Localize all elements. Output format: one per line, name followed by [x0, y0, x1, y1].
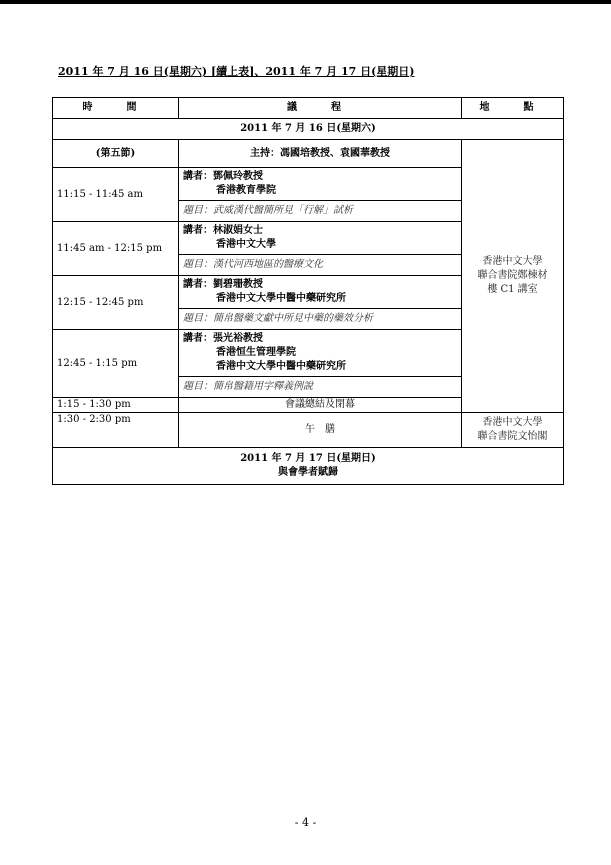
talk-topic: 題目：簡帛醫藥文獻中所見中藥的藥效分析: [179, 309, 462, 330]
talk-time: 12:15 - 12:45 pm: [53, 276, 179, 330]
talk-topic: 題目：漢代河西地區的醫療文化: [179, 255, 462, 276]
day2-cell: [53, 448, 564, 485]
venue-main-line: 香港中文大學: [482, 256, 543, 267]
lunch-venue-line: 香港中文大學: [482, 417, 543, 428]
speaker-name: 講者：林淑娟女士: [183, 225, 263, 236]
closing-label: 會議總結及閉幕: [179, 398, 462, 413]
speaker-affiliation: 香港中文大學中醫中藥研究所: [216, 293, 346, 304]
talk-time: 12:45 - 1:15 pm: [53, 330, 179, 398]
top-border: [0, 0, 611, 4]
session-label: (第五節): [53, 140, 179, 168]
speaker-affiliation: 香港恒生管理學院: [216, 347, 296, 358]
closing-time: 1:15 - 1:30 pm: [53, 398, 179, 413]
page-number: - 4 -: [294, 816, 317, 829]
page-heading: 2011 年 7 月 16 日(星期六) [續上表]、2011 年 7 月 17 日(星期日): [58, 65, 415, 78]
header-agenda: 議 程: [179, 98, 462, 119]
speaker-name: 講者：鄧佩玲教授: [183, 171, 263, 182]
venue-main-line: 樓 C1 講室: [487, 284, 538, 295]
session-chairs: 主持：馮國培教授、袁國華教授: [179, 140, 462, 168]
day2-label: 與會學者賦歸: [278, 467, 338, 478]
talk-topic: 題目：簡帛醫籍用字釋義例說: [179, 377, 462, 398]
lunch-label: 午 膳: [179, 413, 462, 448]
talk-speaker: [179, 330, 462, 377]
day1-row: [53, 119, 564, 140]
lunch-venue-line: 聯合書院文怡閣: [477, 431, 548, 442]
talk-speaker: [179, 222, 462, 255]
lunch-venue: [462, 413, 564, 448]
venue-main-line: 聯合書院鄭棟材: [477, 270, 548, 281]
lunch-row: [53, 413, 564, 448]
talk-speaker: [179, 168, 462, 201]
speaker-affiliation: 香港中文大學中醫中藥研究所: [216, 361, 346, 372]
speaker-affiliation: 香港教育學院: [216, 185, 276, 196]
lunch-time: 1:30 - 2:30 pm: [53, 413, 179, 448]
day2-row: [53, 448, 564, 485]
speaker-affiliation: 香港中文大學: [216, 239, 276, 250]
day2-date: 2011 年 7 月 17 日(星期日): [240, 453, 376, 464]
schedule-table: [52, 97, 564, 485]
speaker-name: 講者：劉碧珊教授: [183, 279, 263, 290]
speaker-name: 講者：張光裕教授: [183, 333, 263, 344]
talk-time: 11:45 am - 12:15 pm: [53, 222, 179, 276]
talk-speaker: [179, 276, 462, 309]
talk-time: 11:15 - 11:45 am: [53, 168, 179, 222]
header-time: 時 間: [53, 98, 179, 119]
session-row: [53, 140, 564, 168]
day1-date: 2011 年 7 月 16 日(星期六): [53, 119, 564, 140]
talk-topic: 題目：武威漢代醫簡所見「行解」試析: [179, 201, 462, 222]
header-venue: 地 點: [462, 98, 564, 119]
venue-main: [462, 140, 564, 413]
table-header-row: [53, 98, 564, 119]
